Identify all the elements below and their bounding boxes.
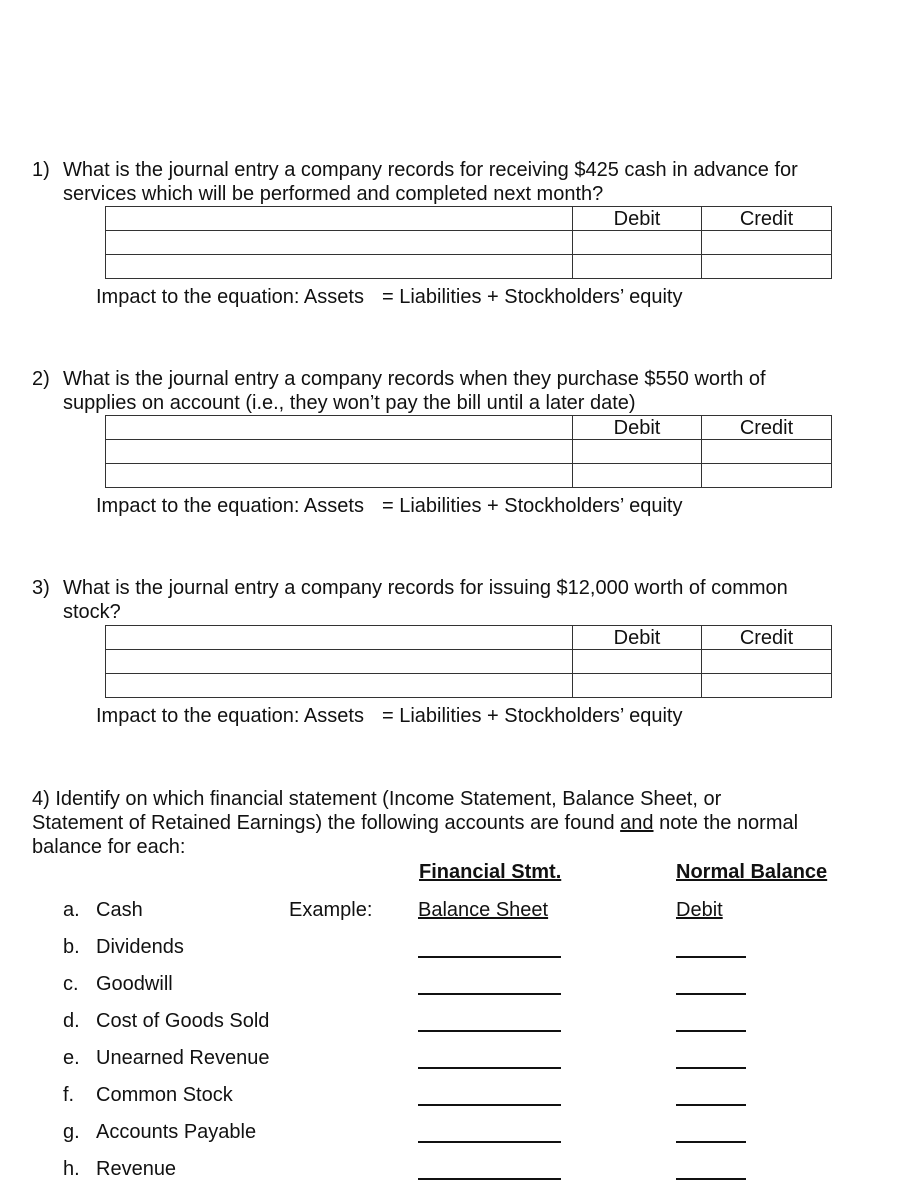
account-letter: c. [63, 973, 79, 995]
account-letter: g. [63, 1121, 80, 1143]
example-balance: Debit [676, 899, 723, 921]
credit-header: Credit [702, 626, 832, 650]
impact-label: Impact to the equation: Assets [96, 705, 364, 727]
impact-equation-1 [96, 285, 683, 309]
debit-cell[interactable] [573, 255, 702, 279]
account-name: Cash [96, 899, 143, 921]
account-cell[interactable] [106, 650, 573, 674]
debit-header: Debit [573, 207, 702, 231]
balance-answer-blank[interactable] [676, 1067, 746, 1069]
impact-equation: = Liabilities + Stockholders’ equity [381, 495, 683, 517]
statement-answer-blank[interactable] [418, 1030, 561, 1032]
account-cell[interactable] [106, 674, 573, 698]
credit-cell[interactable] [702, 255, 832, 279]
question-1-line-1: What is the journal entry a company records for receiving $425 cash in advance for [63, 159, 798, 181]
impact-equation: = Liabilities + Stockholders’ equity [381, 705, 683, 727]
question-4-line-2 [32, 811, 872, 835]
account-name: Cost of Goods Sold [96, 1010, 270, 1032]
credit-cell[interactable] [702, 440, 832, 464]
account-name: Dividends [96, 936, 184, 958]
statement-answer-blank[interactable] [418, 1141, 561, 1143]
journal-table-1 [105, 206, 832, 279]
balance-answer-blank[interactable] [676, 1141, 746, 1143]
debit-header: Debit [573, 626, 702, 650]
account-name: Accounts Payable [96, 1121, 257, 1143]
account-name: Unearned Revenue [96, 1047, 270, 1069]
account-letter: e. [63, 1047, 80, 1069]
account-cell[interactable] [106, 231, 573, 255]
account-header-cell [106, 207, 573, 231]
account-cell[interactable] [106, 255, 573, 279]
debit-cell[interactable] [573, 674, 702, 698]
question-1-number: 1) [32, 159, 50, 181]
statement-answer-blank[interactable] [418, 1104, 561, 1106]
account-name: Revenue [96, 1158, 177, 1180]
debit-cell[interactable] [573, 440, 702, 464]
q4-line2-post: note the normal [653, 812, 799, 834]
question-2-line-1: What is the journal entry a company records when they purchase $550 worth of [63, 368, 766, 390]
credit-cell[interactable] [702, 674, 832, 698]
statement-answer-blank[interactable] [418, 1178, 561, 1180]
financial-stmt-header: Financial Stmt. [419, 861, 562, 883]
impact-label: Impact to the equation: Assets [96, 286, 364, 308]
question-3-line-2: stock? [63, 601, 121, 623]
account-letter: h. [63, 1158, 80, 1180]
balance-answer-blank[interactable] [676, 956, 746, 958]
account-name: Common Stock [96, 1084, 233, 1106]
credit-header: Credit [702, 416, 832, 440]
balance-answer-blank[interactable] [676, 993, 746, 995]
journal-table-2 [105, 415, 832, 488]
account-cell[interactable] [106, 440, 573, 464]
debit-cell[interactable] [573, 650, 702, 674]
statement-answer-blank[interactable] [418, 993, 561, 995]
account-header-cell [106, 626, 573, 650]
account-letter: b. [63, 936, 80, 958]
account-header-cell [106, 416, 573, 440]
account-letter: a. [63, 899, 80, 921]
debit-cell[interactable] [573, 231, 702, 255]
q4-line2-underlined: and [620, 812, 654, 834]
journal-table-3 [105, 625, 832, 698]
balance-answer-blank[interactable] [676, 1030, 746, 1032]
question-3-number: 3) [32, 577, 50, 599]
question-2-number: 2) [32, 368, 50, 390]
statement-answer-blank[interactable] [418, 1067, 561, 1069]
q4-line2-pre: Statement of Retained Earnings) the following accounts are found [32, 812, 621, 834]
account-name: Goodwill [96, 973, 173, 995]
debit-header: Debit [573, 416, 702, 440]
credit-header: Credit [702, 207, 832, 231]
account-letter: f. [63, 1084, 75, 1106]
example-statement: Balance Sheet [418, 899, 549, 921]
question-2-line-2: supplies on account (i.e., they won’t pay the bill until a later date) [63, 392, 636, 414]
debit-cell[interactable] [573, 464, 702, 488]
question-4-line-1: 4) Identify on which financial statement (Income Statement, Balance Sheet, or [32, 788, 722, 810]
normal-balance-header: Normal Balance [676, 861, 828, 883]
credit-cell[interactable] [702, 650, 832, 674]
question-1-line-2: services which will be performed and completed next month? [63, 183, 604, 205]
impact-label: Impact to the equation: Assets [96, 495, 364, 517]
account-cell[interactable] [106, 464, 573, 488]
balance-answer-blank[interactable] [676, 1104, 746, 1106]
balance-answer-blank[interactable] [676, 1178, 746, 1180]
credit-cell[interactable] [702, 231, 832, 255]
statement-answer-blank[interactable] [418, 956, 561, 958]
impact-equation-2 [96, 494, 683, 518]
question-4-line-3: balance for each: [32, 836, 186, 858]
account-letter: d. [63, 1010, 80, 1032]
example-label: Example: [289, 899, 373, 921]
question-3-line-1: What is the journal entry a company records for issuing $12,000 worth of common [63, 577, 788, 599]
credit-cell[interactable] [702, 464, 832, 488]
impact-equation-3 [96, 704, 683, 728]
impact-equation: = Liabilities + Stockholders’ equity [381, 286, 683, 308]
